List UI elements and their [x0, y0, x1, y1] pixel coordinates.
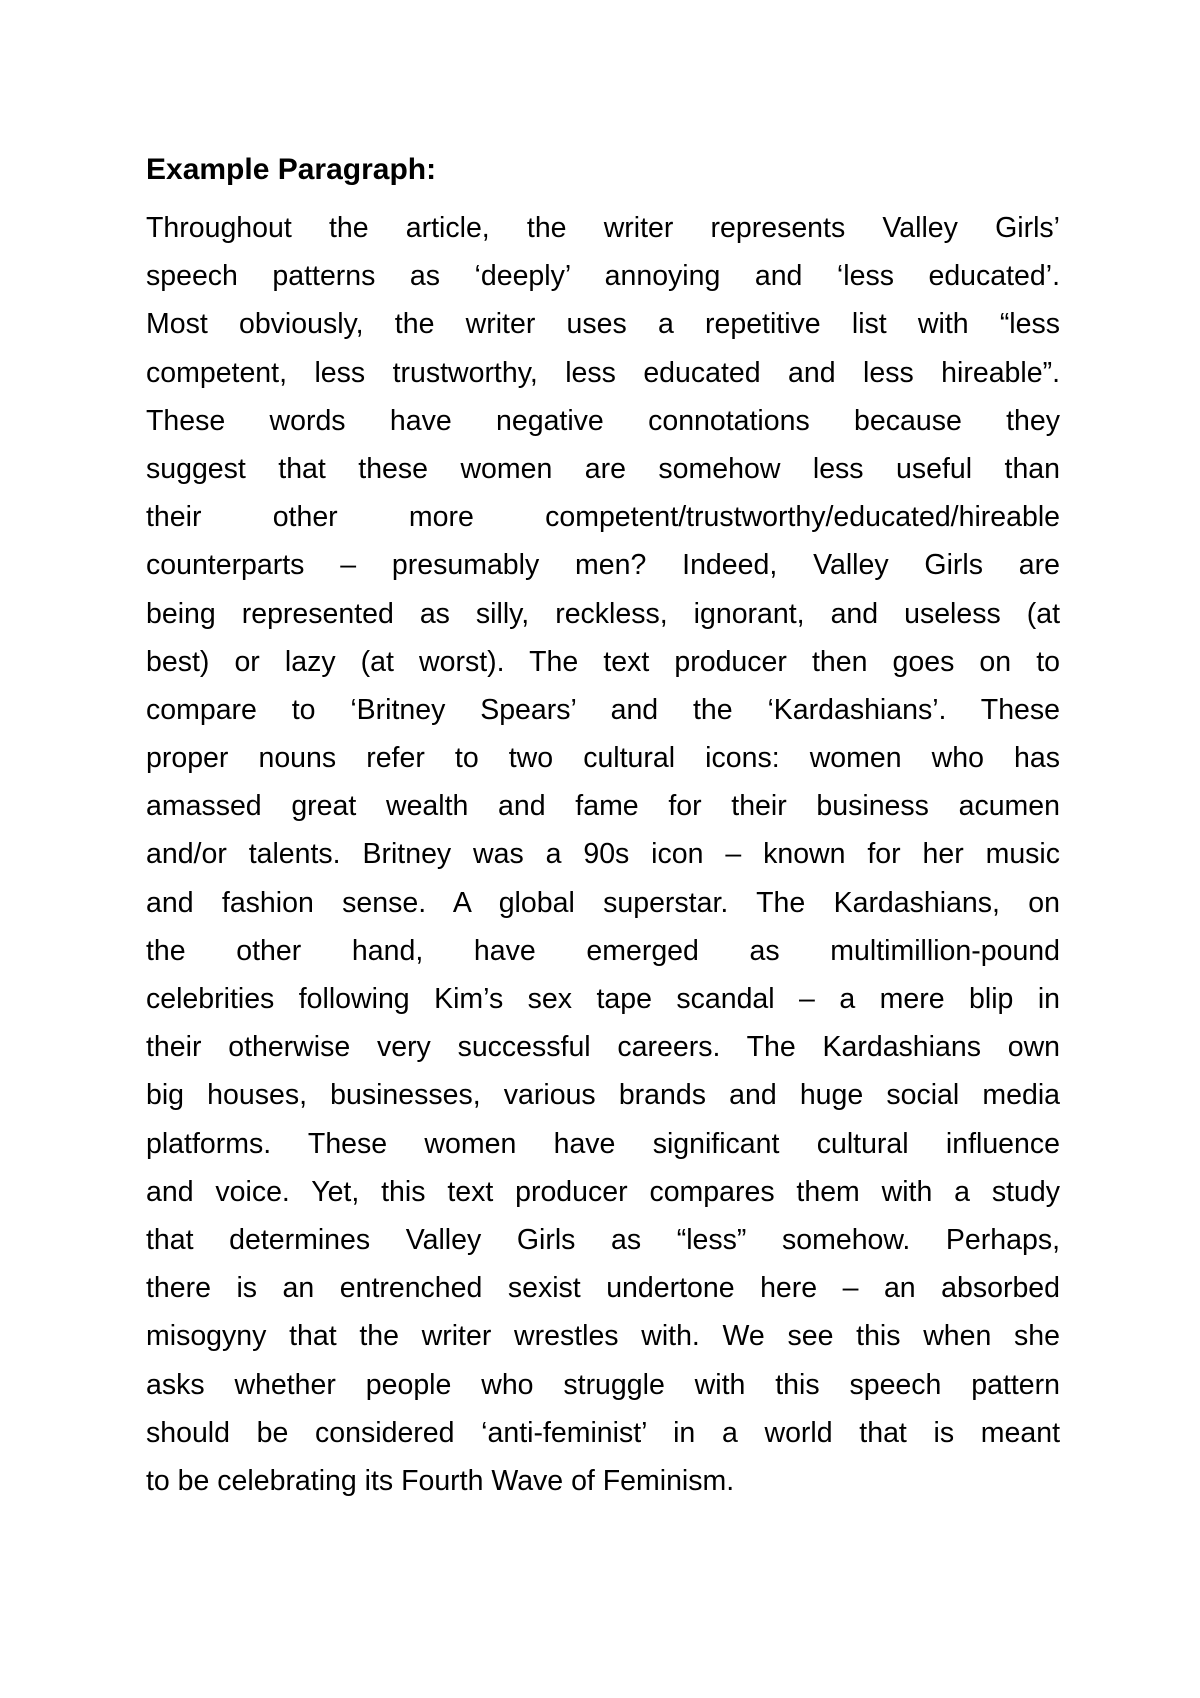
- text-line: to be celebrating its Fourth Wave of Feminism.: [146, 1464, 735, 1497]
- text-line: asks whether people who struggle with this speech pattern: [146, 1368, 1060, 1401]
- text-line: These words have negative connotations because they: [146, 404, 1060, 437]
- text-line: Most obviously, the writer uses a repetitive list with “less: [146, 308, 1060, 341]
- heading: Example Paragraph:: [146, 153, 437, 186]
- text-line: best) or lazy (at worst). The text producer then goes on to: [146, 645, 1060, 678]
- text-line: competent, less trustworthy, less educated and less hireable”.: [146, 356, 1060, 389]
- text-line: and voice. Yet, this text producer compares them with a study: [146, 1175, 1060, 1208]
- text-line: that determines Valley Girls as “less” somehow. Perhaps,: [146, 1223, 1060, 1256]
- paragraph: [146, 204, 1060, 1505]
- text-line: counterparts – presumably men? Indeed, Valley Girls are: [146, 549, 1060, 582]
- text-line: speech patterns as ‘deeply’ annoying and ‘less educated’.: [146, 260, 1060, 293]
- text-line: proper nouns refer to two cultural icons: women who has: [146, 742, 1060, 775]
- text-line: Throughout the article, the writer represents Valley Girls’: [146, 212, 1060, 244]
- text-line: their otherwise very successful careers. The Kardashians own: [146, 1031, 1060, 1064]
- text-line: being represented as silly, reckless, ignorant, and useless (at: [146, 597, 1060, 630]
- text-line: compare to ‘Britney Spears’ and the ‘Kardashians’. These: [146, 693, 1060, 726]
- text-line: celebrities following Kim’s sex tape scandal – a mere blip in: [146, 983, 1060, 1015]
- text-line: there is an entrenched sexist undertone here – an absorbed: [146, 1272, 1060, 1305]
- text-line: misogyny that the writer wrestles with. We see this when she: [146, 1320, 1060, 1353]
- text-line: and fashion sense. A global superstar. The Kardashians, on: [146, 886, 1060, 919]
- text-line: their other more competent/trustworthy/educated/hireable: [146, 501, 1060, 534]
- text-line: the other hand, have emerged as multimillion-pound: [146, 934, 1060, 967]
- text-line: big houses, businesses, various brands and huge social media: [146, 1079, 1060, 1112]
- text-line: platforms. These women have significant cultural influence: [146, 1127, 1060, 1160]
- text-line: should be considered ‘anti-feminist’ in a world that is meant: [146, 1416, 1060, 1449]
- text-line: and/or talents. Britney was a 90s icon – known for her music: [146, 838, 1060, 871]
- text-line: amassed great wealth and fame for their business acumen: [146, 790, 1060, 823]
- document-page: [146, 146, 1060, 1505]
- text-line: suggest that these women are somehow less useful than: [146, 452, 1060, 485]
